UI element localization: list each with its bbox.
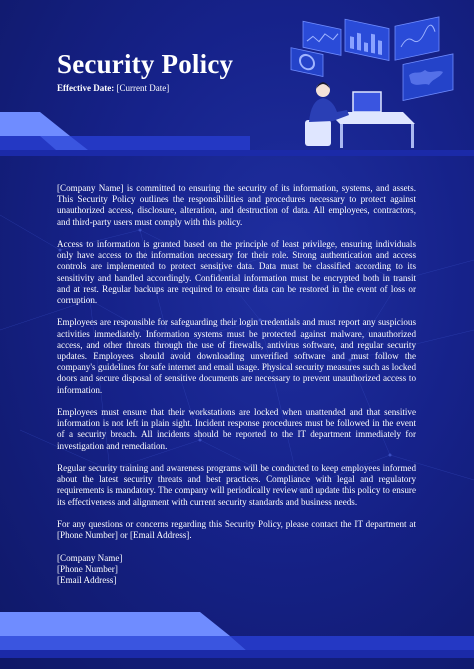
contact-block <box>57 553 416 587</box>
dashboard-panels <box>291 12 453 102</box>
contact-company: [Company Name] <box>57 552 123 563</box>
effective-date-label: Effective Date: <box>57 83 115 93</box>
paragraph-access: Access to information is granted based on the principle of least privilege, ensuring individuals only have access to the information necessary for their role. Strong authentication and access controls are implemented to protect sensitive data. Data must be classified according to its sensitivity and handled accordingly. Confidential information must be encrypted both in transit and at rest. Regular backups are required to ensure data can be restored in the event of loss or corruption. <box>57 239 416 306</box>
header-decorative-bands <box>0 110 474 165</box>
paragraph-training: Regular security training and awareness programs will be conducted to keep employees informed about the latest security threats and best practices. Compliance with legal and regulatory requirements is mandatory. The company will periodically review and update this policy to ensure its effectiveness and alignment with current security standards and business needs. <box>57 463 416 507</box>
policy-body <box>57 183 416 586</box>
contact-phone: [Phone Number] <box>57 563 118 574</box>
paragraph-intro: [Company Name] is committed to ensuring the security of its information, systems, and assets. This Security Policy outlines the responsibilities and procedures necessary to protect against unauthorized access, disclosure, alteration, and destruction of data. All employees, contractors, and third-party users must comply with this policy. <box>57 183 416 227</box>
effective-date-value: [Current Date] <box>116 83 170 93</box>
page-title: Security Policy <box>57 49 234 79</box>
effective-date <box>57 84 169 94</box>
footer-decorative-bands <box>0 600 474 669</box>
paragraph-workstations: Employees must ensure that their workstations are locked when unattended and that sensitive information is not left in plain sight. Incident response procedures must be followed in the event of a security breach. All incidents should be reported to the IT department immediately for investigation and remediation. <box>57 407 416 451</box>
contact-email: [Email Address] <box>57 575 117 586</box>
paragraph-responsibilities: Employees are responsible for safeguarding their login credentials and must report any suspicious activities immediately. Information systems must be protected against malware, unauthorized access, and other threats through the use of firewalls, antivirus software, and regular security updates. Employees should avoid downloading unverified software and must follow the company's guidelines for safe internet and email usage. Physical security measures such as locked doors and secure disposal of sensitive documents are necessary to prevent unauthorized access to information. <box>57 317 416 395</box>
paragraph-contact: For any questions or concerns regarding this Security Policy, please contact the IT department at [Phone Number] or [Email Address]. <box>57 519 416 541</box>
